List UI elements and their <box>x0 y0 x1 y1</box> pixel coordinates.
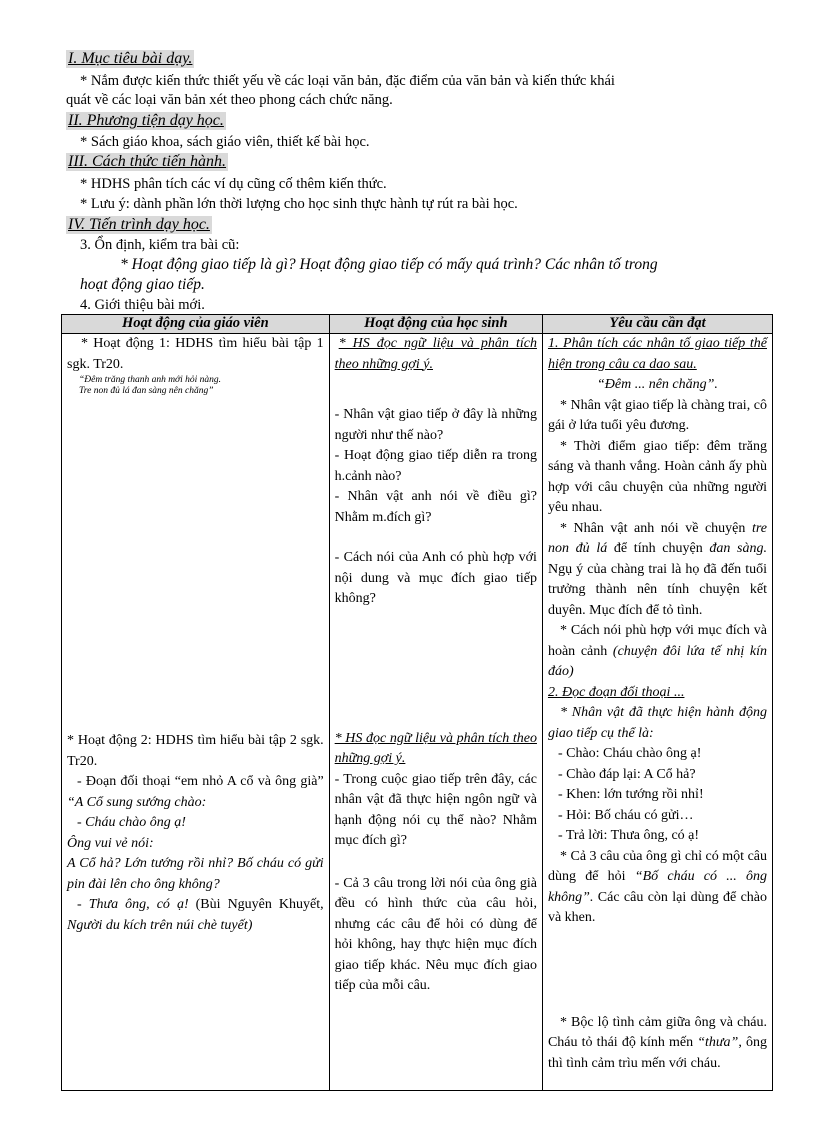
header-requirements: Yêu cầu cần đạt <box>542 315 772 334</box>
requirement-2-title: 2. Đọc đoạn đối thoại ... <box>547 684 685 700</box>
review-question-line-1: * Hoạt động giao tiếp là gì? Hoạt động giao tiếp có mấy quá trình? Các nhân tố trong <box>120 256 658 273</box>
requirement-1-d: * Cách nói phù hợp với mục đích và hoàn cảnh (chuyện đôi lứa tế nhị kín đáo) <box>547 623 767 679</box>
dialog-old-man-words: A Cổ hả? Lớn tướng rồi nhỉ? Bố cháu có gửi pin đài lên cho ông không? <box>67 856 324 892</box>
objectives-line-2: quát về các loại văn bản xét theo phong cách chức năng. <box>66 92 393 108</box>
poem-line-2: Tre non đủ lá đan sàng nên chăng” <box>79 386 214 396</box>
header-student: Hoạt động của học sinh <box>329 315 542 334</box>
student-intro-1: * HS đọc ngữ liệu và phân tích theo những gợi ý. <box>334 336 537 372</box>
objectives-line-1: * Nắm được kiến thức thiết yếu về các loại văn bản, đặc điểm của văn bản và kiến thức khái <box>80 73 615 89</box>
requirement-2-intro: * Nhân vật đã thực hiện hành động giao tiếp cụ thể là: <box>547 705 767 741</box>
section-heading-process: IV. Tiến trình dạy học. <box>68 216 210 233</box>
methods-line-2: * Lưu ý: dành phần lớn thời lượng cho học sinh thực hành tự rút ra bài học. <box>80 196 518 212</box>
student-cell <box>329 334 542 1091</box>
requirement-1-c: * Nhân vật anh nói về chuyện tre non đủ lá để tính chuyện đan sàng. Ngụ ý của chàng trai là họ đã đến tuổi trưởng thành nên tính chuyện kết duyên. Mục đích để tỏ tình. <box>547 520 768 618</box>
requirement-2-item: - Hỏi: Bố cháu có gửi… <box>557 807 694 823</box>
process-step-3: 3. Ổn định, kiểm tra bài cũ: <box>80 237 240 253</box>
header-teacher: Hoạt động của giáo viên <box>62 315 330 334</box>
process-step-4: 4. Giới thiệu bài mới. <box>80 297 205 313</box>
teacher-activity-1: * Hoạt động 1: HDHS tìm hiểu bài tập 1 sgk. Tr20. <box>67 336 324 372</box>
requirement-1-b: * Thời điểm giao tiếp: đêm trăng sáng và thanh vắng. Hoàn cảnh ấy phù hợp với câu chuyện của những người yêu nhau. <box>547 438 767 515</box>
dialog-intro: - Đoạn đối thoại “em nhỏ A cổ và ông già” “A Cổ sung sướng chào: <box>67 774 324 810</box>
requirement-1-a: * Nhân vật giao tiếp là chàng trai, cô gái ở lứa tuổi yêu đương. <box>547 397 767 433</box>
section-heading-materials: II. Phương tiện dạy học. <box>68 112 224 129</box>
requirement-2-item: - Khen: lớn tướng rồi nhỉ! <box>557 787 704 802</box>
student-question-2: - Hoạt động giao tiếp diễn ra trong h.cảnh nào? <box>334 448 537 484</box>
requirement-1-title: 1. Phân tích các nhân tố giao tiếp thể hiện trong câu ca dao sau. <box>547 336 767 372</box>
dialog-old-man: Ông vui vẻ nói: <box>67 835 154 851</box>
activities-table <box>61 314 773 1091</box>
materials-line: * Sách giáo khoa, sách giáo viên, thiết kế bài học. <box>80 134 370 150</box>
poem-line-1: “Đêm trăng thanh anh mới hỏi nàng. <box>79 375 222 385</box>
teacher-cell <box>62 334 330 1091</box>
requirement-1-quote: “Đêm ... nên chăng”. <box>597 377 718 392</box>
requirement-2-note: * Cả 3 câu của ông gì chỉ có một câu dùng để hỏi “Bố cháu có ... ông không”. Các câu còn lại dùng để chào và khen. <box>547 848 768 925</box>
dialog-greeting: - Cháu chào ông ạ! <box>77 815 186 830</box>
requirement-2-item: - Chào đáp lại: A Cổ hả? <box>557 766 696 782</box>
student-question-3: - Nhân vật anh nói về điều gì? Nhằm m.đích gì? <box>334 489 537 525</box>
methods-line-1: * HDHS phân tích các ví dụ cũng cố thêm kiến thức. <box>80 176 387 192</box>
requirement-2-item: - Trả lời: Thưa ông, có ạ! <box>557 828 700 843</box>
review-question-line-2: hoạt động giao tiếp. <box>80 276 205 293</box>
dialog-reply: - Thưa ông, có ạ! (Bùi Nguyên Khuyết, Người du kích trên núi chè tuyết) <box>67 897 324 933</box>
student-question-6: - Cả 3 câu trong lời nói của ông già đều có hình thức của câu hỏi, nhưng các câu để hỏi có dùng để hỏi không, hay thực hiện mục đích giao tiếp khác. Nêu mục đích giao tiếp của mỗi câu. <box>334 875 537 993</box>
section-heading-methods: III. Cách thức tiến hành. <box>68 153 227 170</box>
student-intro-2: * HS đọc ngữ liệu và phân tích theo những gợi ý. <box>334 730 537 766</box>
student-question-4: - Cách nói của Anh có phù hợp với nội dung và mục đích giao tiếp không? <box>334 550 537 606</box>
student-question-5: - Trong cuộc giao tiếp trên đây, các nhân vật đã thực hiện ngôn ngữ và hạnh động nói cụ thể nào? Nhằm mục đích gì? <box>334 771 537 848</box>
teacher-activity-2: * Hoạt động 2: HDHS tìm hiểu bài tập 2 sgk. Tr20. <box>67 733 324 769</box>
section-heading-objectives: I. Mục tiêu bài dạy. <box>68 50 193 67</box>
student-question-1: - Nhân vật giao tiếp ở đây là những người như thế nào? <box>334 407 537 443</box>
requirement-2-end: * Bộc lộ tình cảm giữa ông và cháu. Cháu tỏ thái độ kính mến “thưa”, ông thì tình cảm trìu mến với cháu. <box>547 1014 768 1071</box>
requirements-cell <box>542 334 772 1091</box>
requirement-2-item: - Chào: Cháu chào ông ạ! <box>557 746 702 761</box>
